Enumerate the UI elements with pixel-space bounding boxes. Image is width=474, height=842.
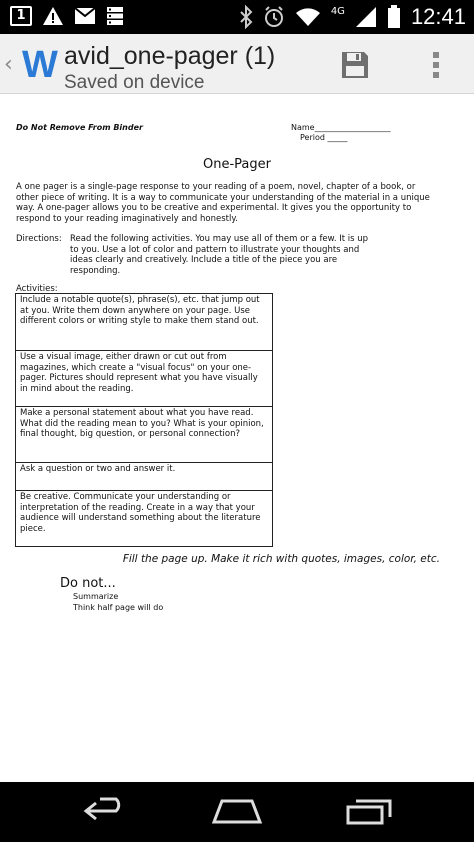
do-not-item: Think half page will do <box>73 603 164 612</box>
back-arrow-icon <box>82 797 128 825</box>
recent-apps-icon <box>346 797 392 825</box>
activity-row: Make a personal statement about what you have read. What did the reading mean to you? What is your opinion, final thought, big question, or personal connection? <box>16 406 272 462</box>
notification-count-icon: 1 <box>10 6 32 26</box>
directions-text: Read the following activities. You may use all of them or a few. It is up to you. Use a lot of color and pattern to illustrate your thoughts and ideas clearly and creatively. Include a title of the piece you are responding. <box>70 234 369 276</box>
alarm-icon <box>263 6 285 28</box>
fill-page-note: Fill the page up. Make it rich with quotes, images, color, etc. <box>122 553 440 565</box>
activities-table <box>15 293 273 547</box>
activity-row: Ask a question or two and answer it. <box>16 462 272 490</box>
clock-time: 12:41 <box>410 4 466 29</box>
navigation-bar <box>0 782 474 842</box>
do-not-item: Summarize <box>73 592 119 601</box>
directions-label: Directions: <box>16 234 62 244</box>
battery-icon <box>387 5 401 29</box>
storage-icon <box>106 6 124 26</box>
home-button[interactable] <box>212 797 262 829</box>
svg-text:W: W <box>22 44 58 86</box>
word-logo-icon[interactable] <box>22 44 58 86</box>
home-icon <box>212 797 262 825</box>
signal-icon <box>355 6 377 28</box>
activity-row: Use a visual image, either drawn or cut out from magazines, which create a "visual focus" on your one-pager. Pictures should represent what you have visually in mind about the reading. <box>16 350 272 406</box>
header-period-field: Period _____ <box>300 133 348 142</box>
wifi-icon <box>295 7 321 27</box>
recent-apps-button[interactable] <box>346 797 392 829</box>
header-do-not-remove: Do Not Remove From Binder <box>16 123 143 132</box>
save-status: Saved on device <box>64 72 205 93</box>
network-type-label: 4G <box>330 5 345 17</box>
activity-row: Include a notable quote(s), phrase(s), etc. that jump out at you. Write them down anywhere on your page. Use different colors or writing style to make them stand out. <box>20 295 260 326</box>
overflow-menu-button[interactable] <box>430 50 442 80</box>
warning-icon <box>42 6 64 26</box>
more-vert-icon <box>430 50 442 80</box>
floppy-disk-icon <box>340 50 370 80</box>
mail-icon <box>74 7 96 25</box>
do-not-heading: Do not... <box>60 576 116 591</box>
activities-label: Activities: <box>16 284 58 294</box>
app-bar <box>0 34 474 94</box>
bluetooth-icon <box>239 6 253 28</box>
save-button[interactable] <box>340 50 370 80</box>
header-name-field: Name___________________ <box>291 123 391 132</box>
document-title: avid_one-pager (1) <box>64 42 276 70</box>
document-page[interactable] <box>0 94 474 782</box>
activity-row: Be creative. Communicate your understanding or interpretation of the reading. Create in a way that your audience will understand something about the literature piece. <box>16 490 272 546</box>
back-button[interactable] <box>82 797 128 829</box>
status-bar <box>0 0 474 34</box>
page-title: One-Pager <box>203 157 271 172</box>
intro-paragraph: A one pager is a single-page response to your reading of a poem, novel, chapter of a book, or other piece of writing. It is a way to communicate your understanding of the material in a unique way. A one-pager allows you to be creative and experimental. It gives you the opportunity to respond to your reading imaginatively and honestly. <box>16 182 430 224</box>
back-chevron-icon[interactable]: ‹ <box>4 52 13 77</box>
